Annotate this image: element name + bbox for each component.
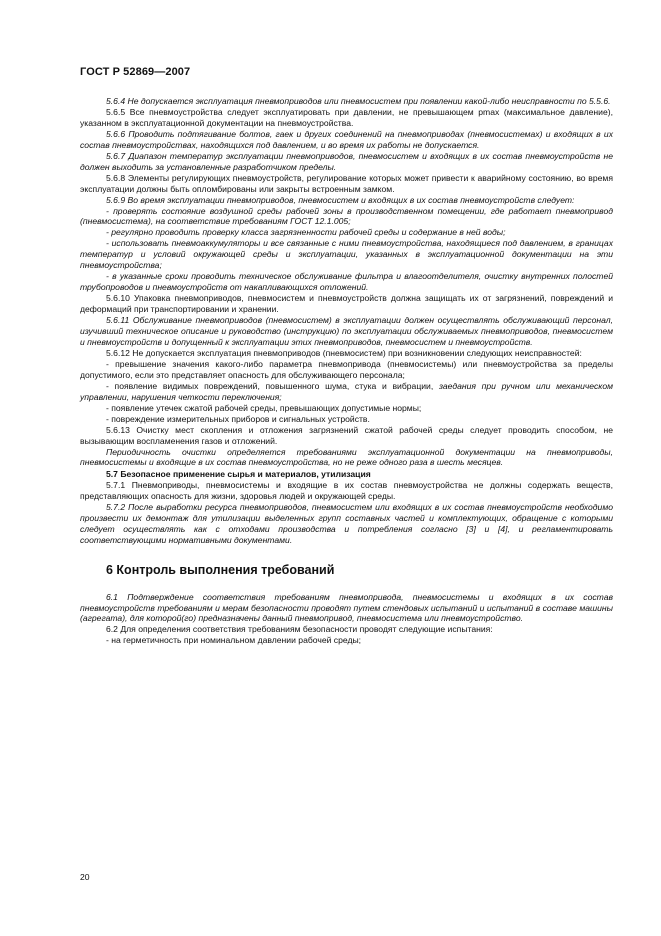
list-item-damage [80, 381, 613, 403]
paragraph-5-6-6: 5.6.6 Проводить подтягивание болтов, гаек и других соединений на пневмоприводах (пневмосистемах) и входящих в их состав пневмоустройствах, находящихся под давлением, и во время их работы не допускается. [80, 128, 613, 150]
list-item-air-check: - проверять состояние воздушной среды рабочей зоны в производственном помещении, где работает пневмопривод (пневмосистема), на соответствие требованиям ГОСТ 12.1.005; [80, 205, 613, 227]
paragraph-5-6-7: 5.6.7 Диапазон температур эксплуатации пневмоприводов, пневмосистем и входящих в их состав пневмоустройств не должен выходить за установленные разработчиком пределы. [80, 150, 613, 172]
damage-text: - появление видимых повреждений, повышенного шума, стука и вибрации, [106, 380, 439, 391]
paragraph-5-6-8: 5.6.8 Элементы регулирующих пневмоустройств, регулирование которых может привести к аварийному состоянию, во время эксплуатации должны быть опломбированы или закрыты встроенным замком. [80, 172, 613, 194]
list-item-accumulators: - использовать пневмоаккумуляторы и все связанные с ними пневмоустройства, находящиеся под давлением, в границах температур и условий окружающей среды и эксплуатации, указанных в эксплуатационной документации на эти пневмоустройства; [80, 238, 613, 271]
list-item-parameter-excess: - превышение значения какого-либо параметра пневмопривода (пневмосистемы) или пневмоустройства за пределы допустимого, если это представляет опасность для обслуживающего персонала; [80, 358, 613, 380]
paragraph-5-6-5: 5.6.5 Все пневмоустройства следует эксплуатировать при давлении, не превышающем pmax (максимальное давление), указанном в эксплуатационной документации на пневмоустройства. [80, 106, 613, 128]
paragraph-5-6-12: 5.6.12 Не допускается эксплуатация пневмоприводов (пневмосистем) при возникновении следующих неисправностей: [106, 347, 582, 358]
document-header: ГОСТ Р 52869—2007 [80, 66, 191, 78]
document-body [80, 96, 613, 646]
paragraph-6-1: 6.1 Подтверждение соответствия требованиям пневмопривода, пневмосистемы и входящих в их состав пневмоустройств требованиям и мерам безопасности проводят путем стендовых испытаний и испытаний в составе машины (агрегата), для которой(го) предназначены данный пневмопривод, пневмосистема или пневмоустройство. [80, 591, 613, 624]
paragraph-5-6-9: 5.6.9 Во время эксплуатации пневмоприводов, пневмосистем и входящих в их состав пневмоустройств следует: [106, 194, 575, 205]
paragraph-cleaning-period: Периодичность очистки определяется требованиями эксплуатационной документации на пневмоприводы, пневмосистемы и входящие в их состав пневмоустройства, но не реже одного раза в шесть месяцев. [80, 446, 613, 468]
paragraph-5-7-2: 5.7.2 После выработки ресурса пневмоприводов, пневмосистем или входящих в их состав пневмоустройств необходимо произвести их демонтаж для утилизации выделенных групп составных частей и комплектующих, обращение с которыми следует осуществлять как с отходами производства и потребления согласно [3] и [4], и регламентировать соответствующими нормативными документами. [80, 501, 613, 545]
list-item-filter-service: - в указанные сроки проводить техническое обслуживание фильтра и влагоотделителя, очистку внутренних полостей трубопроводов и пневмоустройств от накапливающихся отложений. [80, 271, 613, 293]
page-number: 20 [80, 872, 90, 882]
list-item-leaks: - появление утечек сжатой рабочей среды, превышающих допустимые нормы; [106, 402, 422, 413]
paragraph-5-6-11: 5.6.11 Обслуживание пневмоприводов (пневмосистем) в эксплуатации должен осуществлять обслуживающий персонал, изучивший техническое описание и руководство (инструкцию) по эксплуатации обслуживаемых пневмоприводов, пневмосистем и пневмоустройств и допущенный к эксплуатации этих пневмоприводов, пневмосистем и пневмоустройств. [80, 315, 613, 347]
paragraph-5-6-13: 5.6.13 Очистку мест скопления и отложения загрязнений сжатой рабочей среды следует проводить способом, не вызывающим воспламенения газов и отложений. [80, 424, 613, 446]
paragraph-5-6-10: 5.6.10 Упаковка пневмоприводов, пневмосистем и пневмоустройств должна защищать их от загрязнений, повреждений и деформаций при транспортировании и хранении. [80, 293, 613, 315]
list-item-tightness-test: - на герметичность при номинальном давлении рабочей среды; [106, 635, 362, 646]
paragraph-6-2: 6.2 Для определения соответствия требованиям безопасности проводят следующие испытания: [106, 624, 493, 635]
paragraph-5-6-4: 5.6.4 Не допускается эксплуатация пневмоприводов или пневмосистем при появлении какой-либо неисправности по 5.5.6. [106, 96, 611, 106]
list-item-water-check: - регулярно проводить проверку класса загрязненности рабочей среды и содержание в ней воды; [106, 227, 506, 238]
damage-text-italic: заедания при ручном или механическом управлении, нарушения четкости переключения; [80, 380, 614, 402]
subsection-heading-5-7: 5.7 Безопасное применение сырья и материалов, утилизация [106, 468, 371, 479]
section-heading-6: 6 Контроль выполнения требований [106, 562, 335, 577]
list-item-instruments: - повреждение измерительных приборов и сигнальных устройств. [106, 413, 370, 424]
paragraph-5-7-1: 5.7.1 Пневмоприводы, пневмосистемы и входящие в их состав пневмоустройства не должны содержать веществ, представляющих опасность для жизни, здоровья людей и окружающей среды. [80, 479, 613, 501]
